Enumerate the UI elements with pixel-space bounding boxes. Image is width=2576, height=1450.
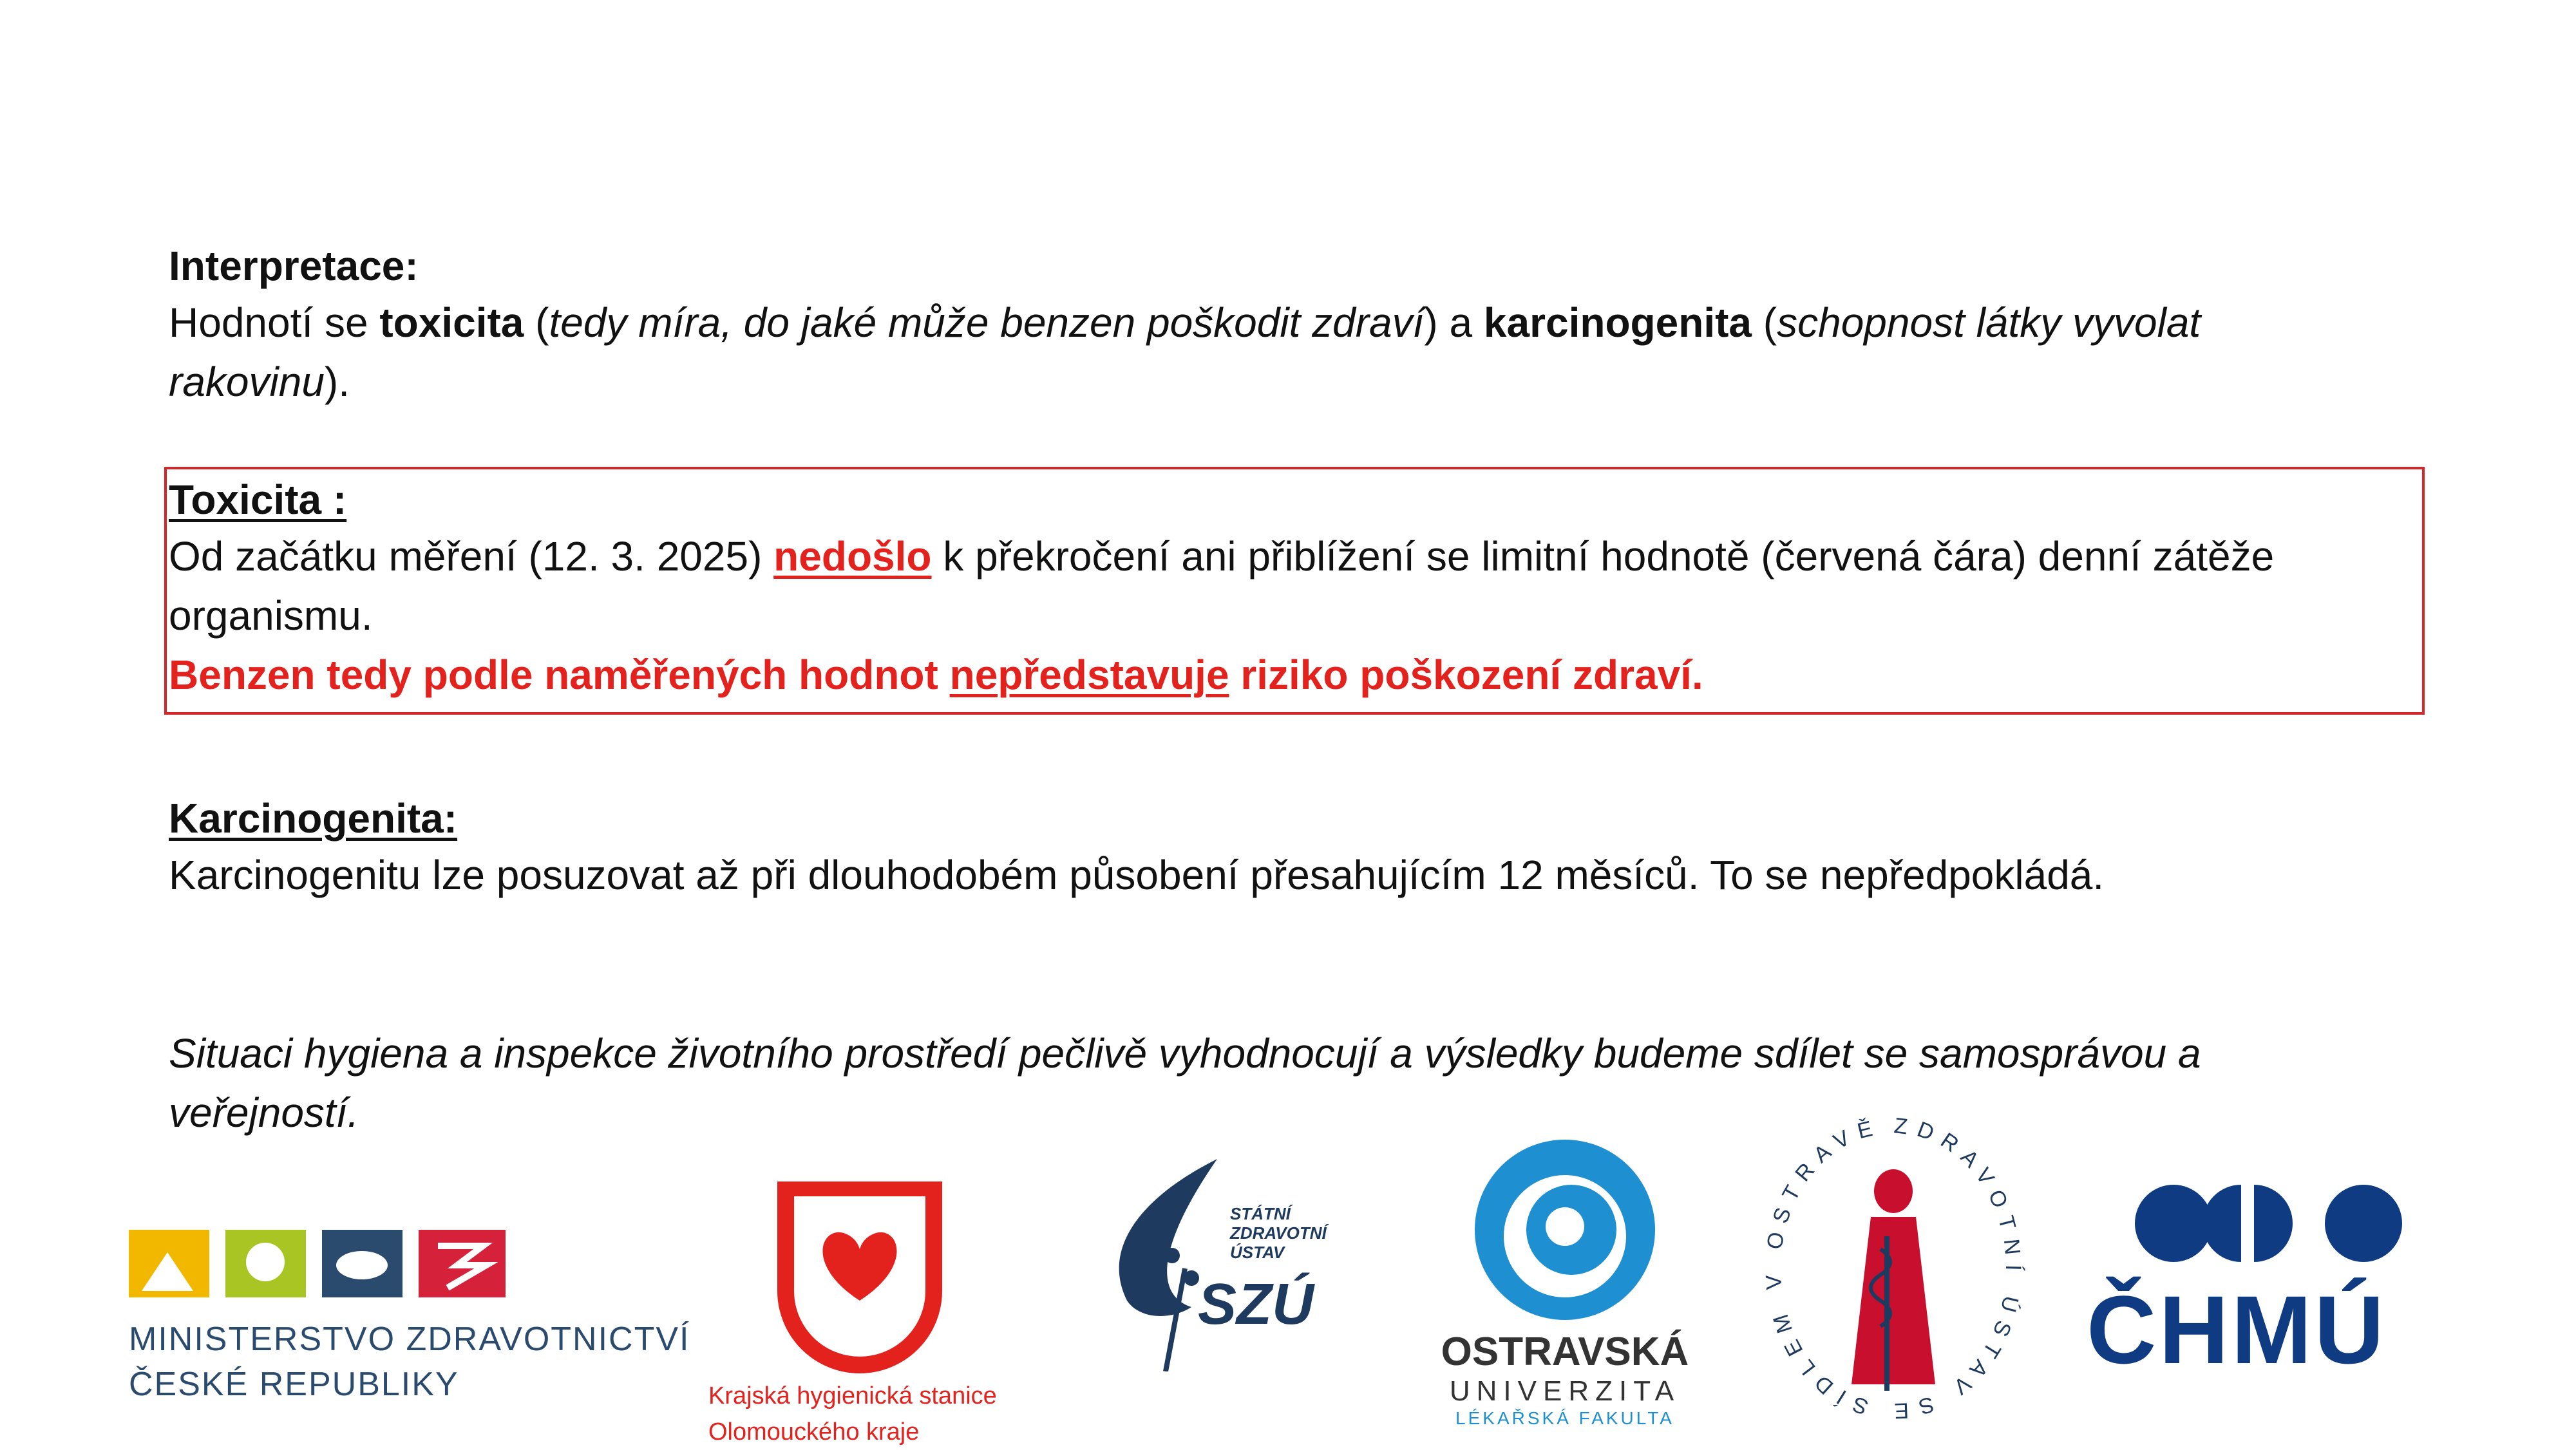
heart-shield-icon: [708, 1182, 979, 1375]
ou-line1: OSTRAVSKÁ: [1441, 1330, 1689, 1374]
toxicita-text: Od začátku měření (12. 3. 2025) nedošlo k překročení ani přiblížení se limitní hodnotě (červená čára) denní zátěže organismu.: [169, 533, 2275, 639]
toxicita-section: [169, 473, 2410, 704]
chmu-logo: [2087, 1178, 2434, 1397]
hygieia-figure-icon: [1752, 1095, 2035, 1442]
interpretace-heading: Interpretace:: [169, 243, 419, 289]
chmu-circles-icon: [2087, 1178, 2434, 1275]
zu-logo: [1752, 1095, 2035, 1442]
karcinogenita-section: [169, 792, 2423, 905]
khs-line2: Olomouckého kraje: [708, 1418, 920, 1445]
ou-line3: LÉKAŘSKÁ FAKULTA: [1455, 1408, 1674, 1428]
ou-wave-icon: [1468, 1133, 1662, 1326]
szu-logo: [1101, 1159, 1372, 1371]
szu-line2: ZDRAVOTNÍ: [1230, 1223, 1327, 1243]
chmu-abbr: ČHMÚ: [2087, 1276, 2387, 1384]
szu-abbr: SZÚ: [1198, 1272, 1314, 1337]
karcinogenita-text: Karcinogenitu lze posuzovat až při dlouhodobém působení přesahujícím 12 měsíců. To se nepředpokládá.: [169, 852, 2105, 899]
szu-line1: STÁTNÍ: [1230, 1204, 1291, 1223]
mzcr-logo: [129, 1227, 708, 1433]
interpretace-section: [169, 240, 2371, 411]
khs-line1: Krajská hygienická stanice: [708, 1382, 997, 1409]
mzcr-line1: MINISTERSTVO ZDRAVOTNICTVÍ: [129, 1321, 690, 1358]
szu-line3: ÚSTAV: [1230, 1243, 1285, 1262]
mzcr-line2: ČESKÉ REPUBLIKY: [129, 1366, 459, 1403]
szu-emblem-icon: [1101, 1159, 1372, 1371]
karcinogenita-heading: Karcinogenita:: [169, 795, 458, 842]
zu-ring-text: ZDRAVOTNÍ ÚSTAV SE SÍDLEM V OSTRAVĚ: [1761, 1113, 2026, 1424]
toxicita-heading: Toxicita :: [169, 476, 347, 523]
khs-logo: [708, 1182, 1069, 1445]
ou-line2: UNIVERZITA: [1449, 1375, 1681, 1407]
interpretace-text: Hodnotí se toxicita (tedy míra, do jaké může benzen poškodit zdraví) a karcinogenita (schopnost látky vyvolat rakovinu).: [169, 299, 2201, 406]
ou-logo: [1436, 1133, 1694, 1429]
toxicita-warning: Benzen tedy podle naměřených hodnot nepředstavuje riziko poškození zdraví.: [169, 652, 1703, 699]
footer-note: Situaci hygiena a inspekce životního prostředí pečlivě vyhodnocují a výsledky budeme sdílet se samosprávou a veřejností.: [169, 1030, 2201, 1136]
mzcr-emblem-icon: [129, 1227, 515, 1301]
